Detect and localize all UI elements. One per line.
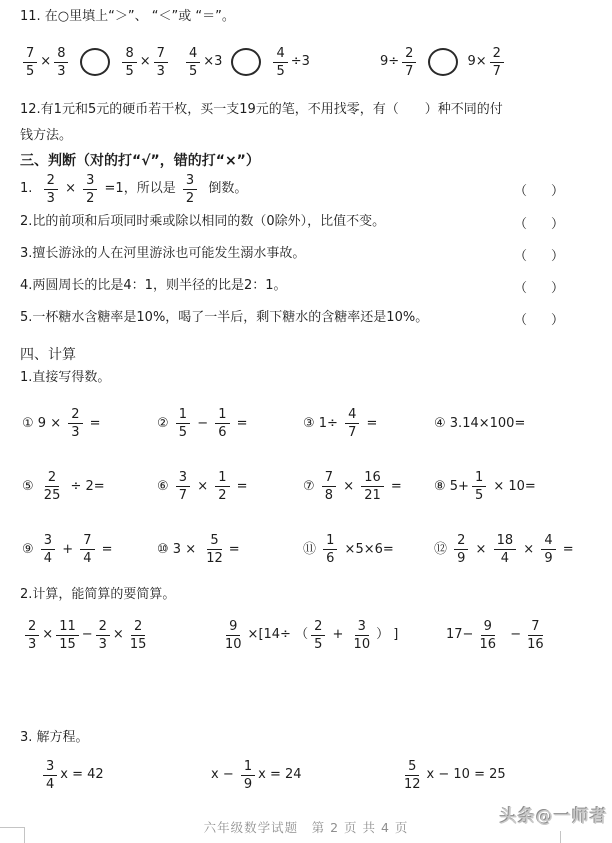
paren-open: （ xyxy=(514,248,528,264)
fraction: $\frac{9}{10}$ xyxy=(225,618,242,652)
fraction: $\frac{7}{4}$ xyxy=(80,534,94,565)
math-text: ⑫ xyxy=(434,541,452,557)
math-text: ① 9 × xyxy=(22,415,66,431)
math-text: − xyxy=(501,627,522,643)
paren-close: ） xyxy=(550,216,564,232)
fraction: $\frac{2}{5}$ xyxy=(311,620,325,651)
math-text: x = 42 xyxy=(60,767,104,783)
math-text: ④ 3.14×100= xyxy=(434,415,526,431)
math-text: = xyxy=(232,478,248,494)
calc-item-4 xyxy=(434,416,612,432)
calc-section-title: 四、计算 xyxy=(20,347,76,363)
fraction: $\frac{3}{4}$ xyxy=(43,760,57,791)
direct-calc-label: 1.直接写得数。 xyxy=(20,370,111,385)
judge-statement xyxy=(20,214,385,230)
fraction: $\frac{2}{25}$ xyxy=(43,470,61,503)
simplify-item-2 xyxy=(219,620,446,651)
answer-blank xyxy=(514,213,564,232)
paren-close: ） xyxy=(550,280,564,296)
math-text: 9÷ xyxy=(380,54,400,70)
paren-open: （ xyxy=(514,216,528,232)
math-text: 2.比的前项和后项同时乘或除以相同的数（0除外），比值不变。 xyxy=(20,214,386,230)
fraction: $\frac{2}{3}$ xyxy=(25,620,39,651)
comparison-group-2 xyxy=(183,47,380,78)
calc-item-7 xyxy=(303,471,434,502)
math-text: 9× xyxy=(467,54,487,70)
fraction: $\frac{7}{16}$ xyxy=(527,618,544,652)
fraction: $\frac{18}{4}$ xyxy=(494,534,517,565)
fraction: $\frac{7}{5}$ xyxy=(23,47,37,78)
math-text: ÷3 xyxy=(290,54,310,70)
fraction: $\frac{3}{7}$ xyxy=(176,471,190,502)
math-text: ÷ 2= xyxy=(66,478,105,494)
answer-blank xyxy=(514,309,564,328)
fraction: $\frac{4}{7}$ xyxy=(345,408,359,439)
direct-calc-grid xyxy=(20,392,612,581)
math-text: × xyxy=(42,627,54,643)
calc-item-5 xyxy=(22,471,157,502)
calc-item-12 xyxy=(434,534,612,565)
fraction: $\frac{3}{2}$ xyxy=(183,174,197,205)
judge-item-5 xyxy=(20,302,612,334)
fraction: $\frac{11}{15}$ xyxy=(56,620,79,651)
math-text: =1，所以是 xyxy=(100,181,180,197)
paren-open: （ xyxy=(514,312,528,328)
simplify-row xyxy=(20,611,612,659)
calc-item-9 xyxy=(22,534,157,565)
equation-item-1 xyxy=(40,760,211,791)
fraction: $\frac{2}{15}$ xyxy=(129,618,147,652)
answer-blank xyxy=(514,277,564,296)
math-text: ⑧ 5+ xyxy=(434,478,469,494)
math-text: = xyxy=(232,415,248,431)
fraction: $\frac{1}{9}$ xyxy=(241,760,255,791)
fraction: $\frac{2}{3}$ xyxy=(96,620,110,651)
simplify-item-1 xyxy=(22,620,219,651)
corner-mark-bottom-left xyxy=(0,827,25,843)
fraction: $\frac{8}{3}$ xyxy=(54,47,68,78)
math-text: × xyxy=(519,541,539,557)
comparison-left-expression xyxy=(183,47,222,78)
fraction: $\frac{9}{16}$ xyxy=(479,618,496,652)
math-text: = xyxy=(85,415,101,431)
math-text: ×[14÷ （ xyxy=(247,627,309,643)
judge-statement xyxy=(20,310,428,326)
equation-row xyxy=(20,755,612,795)
paren-close: ） xyxy=(550,183,564,199)
answer-blank xyxy=(514,180,564,199)
math-text: = xyxy=(558,541,574,557)
fraction: $\frac{2}{7}$ xyxy=(490,47,504,78)
fraction: $\frac{4}{9}$ xyxy=(541,534,555,565)
question-12-line1: 12.有1元和5元的硬币若干枚，买一支19元的笔，不用找零，有（ ）种不同的付 xyxy=(20,102,503,117)
judge-item-1 xyxy=(20,172,612,206)
comparison-right-expression xyxy=(467,47,506,78)
fraction: $\frac{7}{8}$ xyxy=(322,471,336,502)
fraction: $\frac{8}{5}$ xyxy=(122,47,136,78)
fraction: $\frac{1}{2}$ xyxy=(215,471,229,502)
math-text: + xyxy=(58,541,78,557)
question-12-line2: 钱方法。 xyxy=(20,128,73,143)
math-text: ×5×6= xyxy=(340,541,394,557)
simplify-label: 2.计算，能简算的要简算。 xyxy=(20,587,176,602)
math-text: × xyxy=(112,627,124,643)
math-text: ⑩ 3 × xyxy=(157,541,201,557)
comparison-group-3 xyxy=(380,47,612,78)
math-text: 5.一杯糖水含糖率是10%，喝了一半后，剩下糖水的含糖率还是10%。 xyxy=(20,310,429,326)
paren-close: ） xyxy=(550,312,564,328)
fraction: $\frac{4}{5}$ xyxy=(273,47,287,78)
comparison-left-expression xyxy=(380,47,419,78)
simplify-item-3 xyxy=(446,620,612,651)
calc-item-10 xyxy=(157,534,303,565)
fraction: $\frac{2}{3}$ xyxy=(68,408,82,439)
math-text: + xyxy=(328,627,348,643)
fraction: $\frac{1}{6}$ xyxy=(215,408,229,439)
paren-open: （ xyxy=(514,280,528,296)
math-text: x − 10 = 25 xyxy=(426,767,506,783)
fraction: $\frac{3}{4}$ xyxy=(41,534,55,565)
math-text: = xyxy=(362,415,378,431)
calc-item-11 xyxy=(303,534,434,565)
judge-item-4 xyxy=(20,270,612,302)
judge-statement xyxy=(20,174,247,205)
fraction: $\frac{2}{9}$ xyxy=(454,534,468,565)
fraction: $\frac{5}{12}$ xyxy=(404,758,421,792)
math-text: × xyxy=(40,54,52,70)
paren-close: ） xyxy=(550,248,564,264)
math-text: = xyxy=(386,478,402,494)
math-text: ⑤ xyxy=(22,478,38,494)
comparison-left-expression xyxy=(20,47,71,78)
calc-item-1 xyxy=(22,408,157,439)
fraction: $\frac{7}{3}$ xyxy=(154,47,168,78)
fraction: $\frac{5}{12}$ xyxy=(206,533,223,566)
math-text: ③ 1÷ xyxy=(303,415,343,431)
paren-open: （ xyxy=(514,183,528,199)
fraction: $\frac{3}{10}$ xyxy=(353,618,371,652)
fraction: $\frac{2}{3}$ xyxy=(44,174,58,205)
comparison-right-expression xyxy=(270,47,309,78)
page-footer: 六年级数学试题 第 2 页 共 4 页 xyxy=(203,820,409,835)
judge-section-title: 三、判断（对的打“√”，错的打“×”） xyxy=(20,153,260,169)
math-text: 1. xyxy=(20,181,41,197)
math-text: = xyxy=(97,541,113,557)
fraction: $\frac{4}{5}$ xyxy=(186,47,200,78)
math-text: × xyxy=(471,541,491,557)
math-text: × xyxy=(60,181,81,197)
math-text: − xyxy=(81,627,93,643)
math-text: x = 24 xyxy=(258,767,302,783)
math-text: − xyxy=(193,415,213,431)
math-text: 倒数。 xyxy=(200,181,248,197)
math-text: ⑪ xyxy=(303,541,321,557)
math-text: ） ] xyxy=(376,627,399,643)
corner-mark-bottom-right xyxy=(560,831,561,843)
math-text: ×3 xyxy=(203,54,223,70)
math-text: x − xyxy=(211,767,238,783)
answer-circle xyxy=(231,48,261,76)
fraction: $\frac{1}{5}$ xyxy=(472,471,486,502)
equation-item-2 xyxy=(211,760,398,791)
calc-item-8 xyxy=(434,471,612,502)
calc-item-3 xyxy=(303,408,434,439)
math-text: × xyxy=(193,478,213,494)
comparison-right-expression xyxy=(119,47,170,78)
math-text: = xyxy=(228,541,240,557)
judge-statement xyxy=(20,246,305,262)
math-text: × xyxy=(139,54,151,70)
comparison-row xyxy=(20,38,612,86)
math-text: × xyxy=(339,478,359,494)
watermark: 头条@一师者 xyxy=(500,807,608,827)
math-text: ⑦ xyxy=(303,478,319,494)
judge-statement xyxy=(20,278,287,294)
judge-item-3 xyxy=(20,238,612,270)
math-text: ② xyxy=(157,415,173,431)
math-text: 4.两圆周长的比是4：1，则半径的比是2：1。 xyxy=(20,278,287,294)
math-text: 17− xyxy=(446,627,474,643)
fraction: $\frac{16}{21}$ xyxy=(361,471,384,502)
fraction: $\frac{1}{6}$ xyxy=(323,534,337,565)
comparison-group-1 xyxy=(20,47,183,78)
math-text: 3.擅长游泳的人在河里游泳也可能发生溺水事故。 xyxy=(20,246,306,262)
solve-equation-label: 3. 解方程。 xyxy=(20,730,89,745)
math-text: ⑨ xyxy=(22,541,38,557)
math-text: ⑥ xyxy=(157,478,173,494)
math-text: × 10= xyxy=(489,478,536,494)
answer-blank xyxy=(514,245,564,264)
fraction: $\frac{1}{5}$ xyxy=(176,408,190,439)
fraction: $\frac{3}{2}$ xyxy=(83,174,97,205)
fraction: $\frac{2}{7}$ xyxy=(402,47,416,78)
question-11-title: 11. 在○里填上“＞”、 “＜”或 “＝”。 xyxy=(20,9,235,24)
judge-item-2 xyxy=(20,206,612,238)
answer-circle xyxy=(80,48,110,76)
calc-item-6 xyxy=(157,471,303,502)
calc-item-2 xyxy=(157,408,303,439)
answer-circle xyxy=(428,48,458,76)
equation-item-3 xyxy=(398,760,612,791)
